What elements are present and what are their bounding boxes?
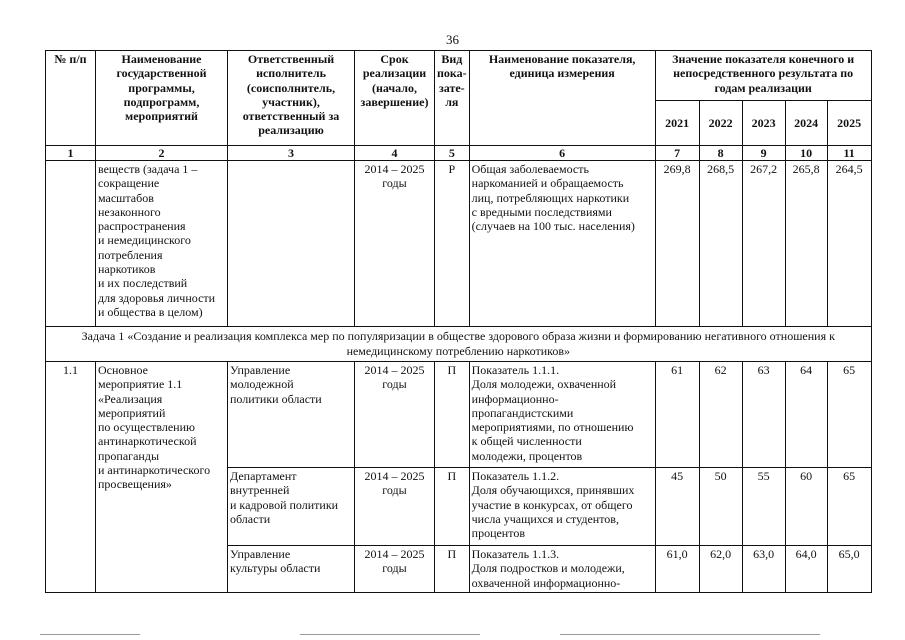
row-type: П	[435, 468, 470, 546]
row-indicator: Показатель 1.1.3. Доля подростков и молодежи, охваченной информационно-	[469, 546, 655, 593]
row-type: Р	[435, 161, 470, 327]
row-value: 65,0	[827, 546, 871, 593]
row-executor: Управление культуры области	[228, 546, 355, 593]
row-indicator: Общая заболеваемость наркоманией и обращаемость лиц, потребляющих наркотики с вредными последствиями (случаев на 100 тыс. населения)	[469, 161, 655, 327]
row-executor: Департамент внутренней и кадровой политики области	[228, 468, 355, 546]
header-indicator: Наименование показателя, единица измерения	[469, 51, 655, 146]
header-executor: Ответственный исполнитель (соисполнитель, участник), ответственный за реализацию	[228, 51, 355, 146]
column-number: 1	[46, 146, 96, 161]
header-num: № п/п	[46, 51, 96, 146]
row-type: П	[435, 362, 470, 468]
header-term: Срок реализации (начало, завершение)	[355, 51, 435, 146]
scan-artifact-line	[560, 634, 820, 635]
header-year: 2025	[827, 101, 871, 146]
column-number: 5	[435, 146, 470, 161]
row-term: 2014 – 2025 годы	[355, 161, 435, 327]
row-value: 45	[655, 468, 699, 546]
header-year: 2024	[785, 101, 827, 146]
task-row	[46, 327, 872, 362]
event-num: 1.1	[46, 362, 96, 593]
scan-artifact-line	[40, 634, 140, 635]
row-value: 50	[699, 468, 742, 546]
column-number: 6	[469, 146, 655, 161]
row-value: 60	[785, 468, 827, 546]
row-value: 65	[827, 362, 871, 468]
task-heading: Задача 1 «Создание и реализация комплекса мер по популяризации в обществе здорового образа жизни и формированию негативного отношения к немедицинскому потреблению наркотиков»	[46, 327, 872, 362]
header-year: 2023	[742, 101, 785, 146]
column-number: 2	[96, 146, 228, 161]
row-value: 64	[785, 362, 827, 468]
row-value: 264,5	[827, 161, 871, 327]
row-indicator: Показатель 1.1.1. Доля молодежи, охваченной информационно- пропагандистскими мероприятиями, по отношению к общей численности молодежи, процентов	[469, 362, 655, 468]
row-value: 55	[742, 468, 785, 546]
header-year: 2022	[699, 101, 742, 146]
column-number: 10	[785, 146, 827, 161]
row-type: П	[435, 546, 470, 593]
row-indicator: Показатель 1.1.2. Доля обучающихся, принявших участие в конкурсах, от общего числа учащихся и студентов, процентов	[469, 468, 655, 546]
row-num	[46, 161, 96, 327]
row-value: 61,0	[655, 546, 699, 593]
scan-artifact-line	[300, 634, 480, 635]
column-number-row	[46, 146, 872, 161]
header-type: Вид пока-зате-ля	[435, 51, 470, 146]
row-executor	[228, 161, 355, 327]
header-row	[46, 51, 872, 101]
row-name: веществ (задача 1 – сокращение масштабов незаконного распространения и немедицинского потребления наркотиков и их последствий для здоровья личности и общества в целом)	[96, 161, 228, 327]
row-term: 2014 – 2025 годы	[355, 362, 435, 468]
event-name: Основное мероприятие 1.1 «Реализация мероприятий по осуществлению антинаркотической пропаганды и антинаркотического просвещения»	[96, 362, 228, 593]
row-value: 63	[742, 362, 785, 468]
column-number: 4	[355, 146, 435, 161]
row-value: 65	[827, 468, 871, 546]
header-values-group: Значение показателя конечного и непосредственного результата по годам реализации	[655, 51, 871, 101]
header-name: Наименование государственной программы, подпрограмм, мероприятий	[96, 51, 228, 146]
page-number: 36	[446, 32, 459, 47]
row-value: 61	[655, 362, 699, 468]
column-number: 11	[827, 146, 871, 161]
row-term: 2014 – 2025 годы	[355, 546, 435, 593]
row-executor: Управление молодежной политики области	[228, 362, 355, 468]
row-term: 2014 – 2025 годы	[355, 468, 435, 546]
row-value: 267,2	[742, 161, 785, 327]
table-row	[46, 362, 872, 468]
row-value: 62	[699, 362, 742, 468]
row-value: 62,0	[699, 546, 742, 593]
row-value: 64,0	[785, 546, 827, 593]
table-row	[46, 161, 872, 327]
row-value: 268,5	[699, 161, 742, 327]
row-value: 269,8	[655, 161, 699, 327]
column-number: 7	[655, 146, 699, 161]
row-value: 265,8	[785, 161, 827, 327]
column-number: 8	[699, 146, 742, 161]
column-number: 3	[228, 146, 355, 161]
column-number: 9	[742, 146, 785, 161]
row-value: 63,0	[742, 546, 785, 593]
program-table	[45, 50, 872, 593]
header-year: 2021	[655, 101, 699, 146]
